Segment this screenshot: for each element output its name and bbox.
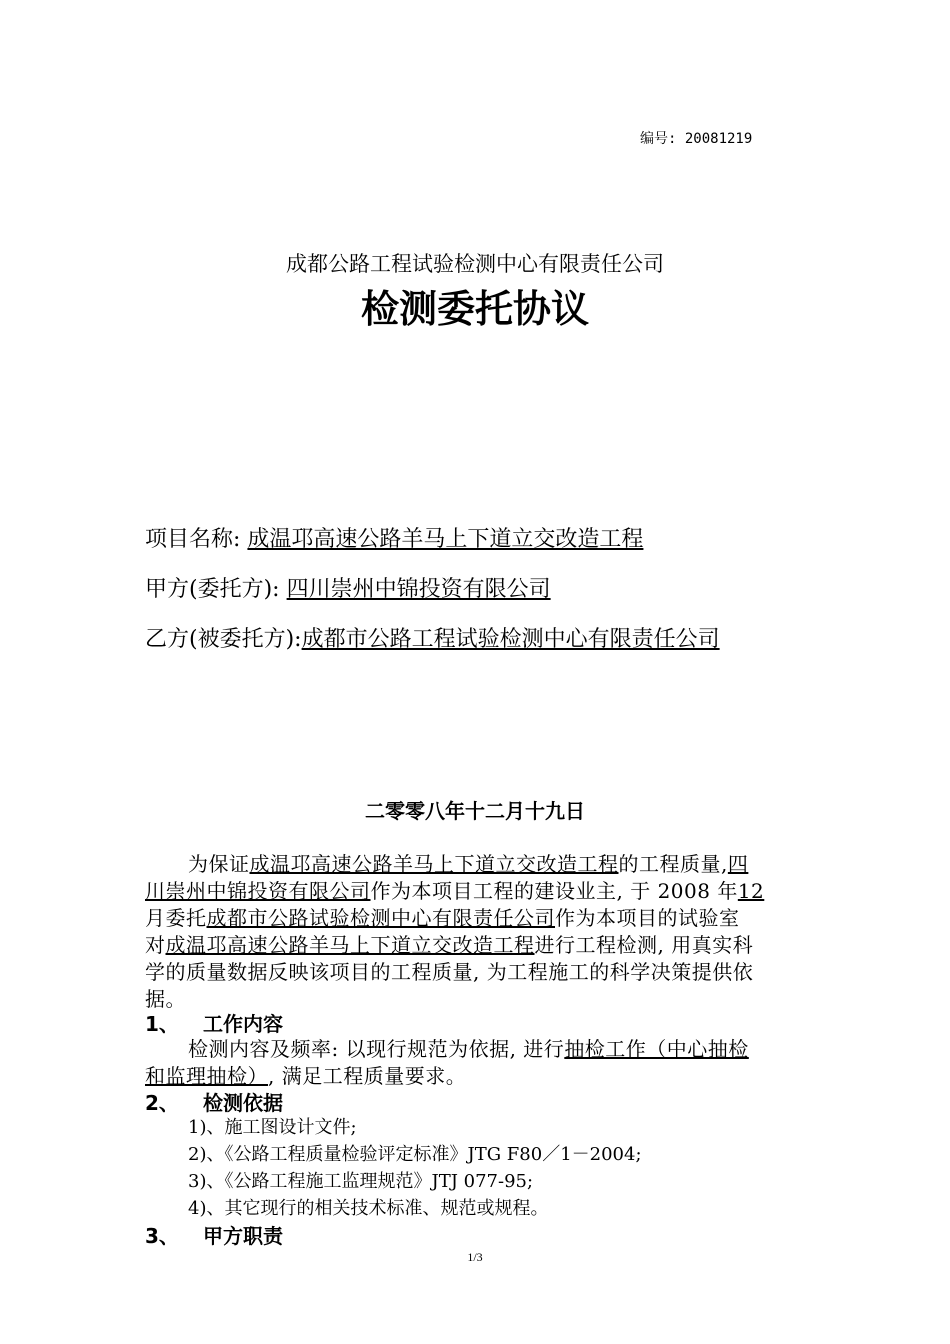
contractor-ref: 成都市公路试验检测中心有限责任公司 [206, 906, 555, 930]
section-title: 工作内容 [203, 1012, 283, 1036]
intro-text: 月委托 [145, 906, 207, 930]
intro-line-6: 据。 [145, 987, 186, 1011]
underlined-text: 和监理抽检） [145, 1064, 268, 1088]
document-number: 编号: 20081219 [640, 131, 753, 147]
intro-text: 为保证 [188, 852, 250, 876]
project-ref: 成温邛高速公路羊马上下道立交改造工程 [249, 852, 619, 876]
basis-item: 4)、其它现行的相关技术标准、规范或规程。 [188, 1198, 549, 1219]
underlined-text: 抽检工作（中心抽检 [564, 1037, 749, 1061]
page-number: 1/3 [467, 1250, 483, 1264]
project-name-label: 项目名称: [145, 527, 241, 552]
party-b-row [145, 622, 720, 653]
intro-line-1 [188, 848, 748, 877]
section-number: 2、 [145, 1091, 179, 1115]
project-name-row [145, 522, 643, 553]
intro-line-5: 学的质量数据反映该项目的工程质量, 为工程施工的科学决策提供依 [145, 960, 754, 984]
party-a-value: 四川崇州中锦投资有限公司 [286, 577, 551, 602]
basis-item: 2)、《公路工程质量检验评定标准》JTG F80／1－2004; [188, 1144, 642, 1165]
date-line: 二零零八年十二月十九日 [365, 799, 585, 823]
intro-text: 的工程质量, [618, 852, 728, 876]
section-3-heading [145, 1220, 283, 1249]
section-title: 甲方职责 [203, 1224, 283, 1248]
party-a-label: 甲方(委托方): [145, 577, 280, 602]
section-2-heading [145, 1087, 283, 1116]
project-name-value: 成温邛高速公路羊马上下道立交改造工程 [247, 527, 644, 552]
section-1-line-1 [188, 1033, 749, 1062]
section-number: 1、 [145, 1012, 179, 1036]
basis-item: 1)、施工图设计文件; [188, 1117, 357, 1138]
intro-text: 对 [145, 933, 166, 957]
company-header: 成都公路工程试验检测中心有限责任公司 [286, 252, 664, 276]
party-b-label: 乙方(被委托方): [145, 627, 302, 652]
project-ref: 成温邛高速公路羊马上下道立交改造工程 [165, 933, 535, 957]
section-1-line-2 [145, 1060, 466, 1089]
intro-text: 进行工程检测, 用真实科 [534, 933, 754, 957]
basis-item: 3)、《公路工程施工监理规范》JTJ 077-95; [188, 1171, 534, 1192]
intro-line-3 [145, 902, 740, 931]
client-ref: 四 [727, 852, 749, 876]
party-a-row [145, 572, 551, 603]
month-ref: 12 [737, 879, 765, 903]
body-text: , 满足工程质量要求。 [268, 1064, 467, 1088]
intro-line-4 [145, 929, 753, 958]
section-number: 3、 [145, 1224, 179, 1248]
intro-text: 作为本项目工程的建设业主, 于 2008 年 [370, 879, 738, 903]
body-text: 检测内容及频率: 以现行规范为依据, 进行 [188, 1037, 565, 1061]
section-title: 检测依据 [203, 1091, 283, 1115]
party-b-value: 成都市公路工程试验检测中心有限责任公司 [301, 627, 720, 652]
document-title: 检测委托协议 [360, 287, 589, 331]
client-ref: 川崇州中锦投资有限公司 [145, 879, 371, 903]
intro-text: 作为本项目的试验室 [555, 906, 740, 930]
intro-line-2 [145, 875, 764, 904]
